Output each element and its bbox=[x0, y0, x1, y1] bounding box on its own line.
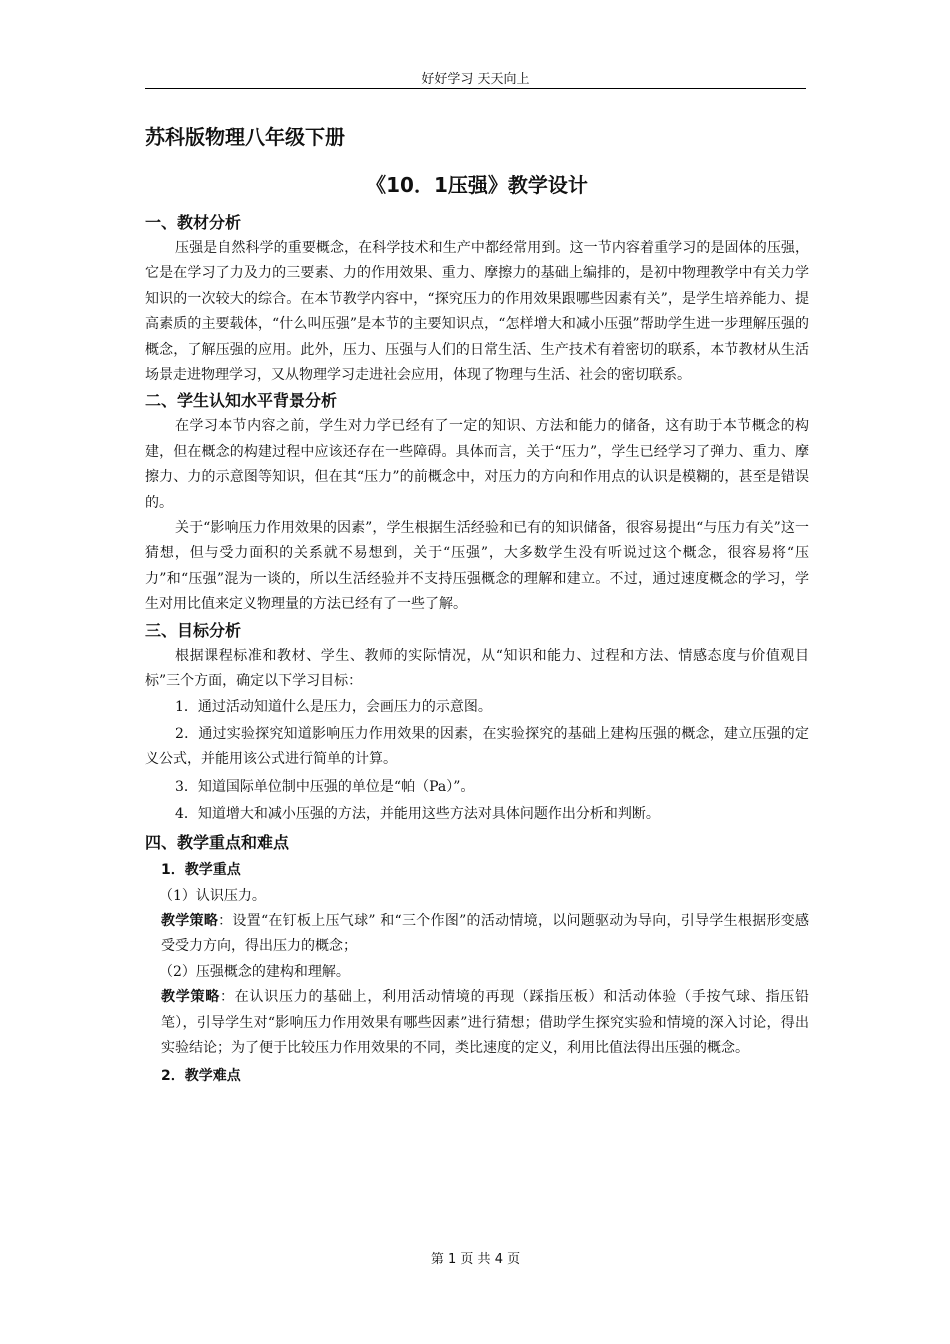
strategy-text: ：在认识压力的基础上，利用活动情境的再现（踩指压板）和活动体验（手按气球、指压铅笔），引导学生对“影响压力作用效果有哪些因素”进行猜想；借助学生探究实验和情境的深入讨论，得出实验结论；为了便于比较压力作用效果的不同，类比速度的定义，利用比值法得出压强的概念。 bbox=[161, 989, 810, 1057]
strategy-paragraph bbox=[161, 985, 809, 1061]
document-title: 《10．1压强》教学设计 bbox=[366, 173, 588, 197]
list-item: 1．通过活动知道什么是压力，会画压力的示意图。 bbox=[175, 698, 492, 715]
strategy-text: ：设置“在钉板上压气球” 和“三个作图”的活动情境，以问题驱动为导向，引导学生根据形变感受受力方向，得出压力的概念； bbox=[161, 912, 809, 954]
list-item: （1）认识压力。 bbox=[159, 887, 266, 904]
section-heading: 一、教材分析 bbox=[145, 213, 242, 232]
header-rule bbox=[145, 88, 806, 89]
section-heading: 四、教学重点和难点 bbox=[145, 832, 290, 852]
section-heading: 三、目标分析 bbox=[145, 620, 242, 640]
page-header: 好好学习 天天向上 bbox=[421, 72, 530, 87]
paragraph: 关于“影响压力作用效果的因素”，学生根据生活经验和已有的知识储备，很容易提出“与压力有关”这一猜想，但与受力面积的关系就不易想到，关于“压强”，大多数学生没有听说过这个概念，很容易将“压力”和“压强”混为一谈的，所以生活经验并不支持压强概念的理解和建立。不过，通过速度概念的学习，学生对用比值来定义物理量的方法已经有了一些了解。 bbox=[145, 520, 809, 613]
list-item: 3．知道国际单位制中压强的单位是“帕（Pa）”。 bbox=[175, 778, 475, 795]
section-heading: 二、学生认知水平背景分析 bbox=[145, 391, 338, 411]
paragraph: 压强是自然科学的重要概念，在科学技术和生产中都经常用到。这一节内容着重学习的是固体的压强，它是在学习了力及力的三要素、力的作用效果、重力、摩擦力的基础上编排的，是初中物理教学中有关力学知识的一次较大的综合。在本节教学内容中，“探究压力的作用效果跟哪些因素有关”，是学生培养能力、提高素质的主要载体，“什么叫压强”是本节的主要知识点，“怎样增大和减小压强”帮助学生进一步理解压强的概念，了解压强的应用。此外，压力、压强与人们的日常生活、生产技术有着密切的联系，本节教材从生活场景走进物理学习，又从物理学习走进社会应用，体现了物理与生活、社会的密切联系。 bbox=[145, 240, 809, 384]
page-footer: 第 1 页 共 4 页 bbox=[430, 1252, 521, 1267]
strategy-paragraph bbox=[161, 909, 809, 960]
list-item: 4．知道增大和减小压强的方法，并能用这些方法对具体问题作出分析和判断。 bbox=[175, 806, 660, 823]
list-item: （2）压强概念的建构和理解。 bbox=[159, 964, 350, 981]
strategy-label: 教学策略 bbox=[161, 912, 219, 929]
document-body bbox=[145, 118, 809, 1089]
course-title: 苏科版物理八年级下册 bbox=[145, 125, 345, 149]
list-item: 2．通过实验探究知道影响压力作用效果的因素，在实验探究的基础上建构压强的概念，建立压强的定义公式，并能用该公式进行简单的计算。 bbox=[145, 725, 809, 768]
paragraph: 根据课程标准和教材、学生、教师的实际情况，从“知识和能力、过程和方法、情感态度与价值观目标”三个方面，确定以下学习目标： bbox=[145, 647, 809, 690]
paragraph: 在学习本节内容之前，学生对力学已经有了一定的知识、方法和能力的储备，这有助于本节概念的构建，但在概念的构建过程中应该还存在一些障碍。具体而言，关于“压力”，学生已经学习了弹力、重力、摩擦力、力的示意图等知识，但在其“压力”的前概念中，对压力的方向和作用点的认识是模糊的，甚至是错误的。 bbox=[145, 418, 809, 511]
subheading: 1．教学重点 bbox=[161, 861, 241, 878]
subheading: 2．教学难点 bbox=[161, 1067, 241, 1084]
strategy-label: 教学策略 bbox=[161, 989, 220, 1006]
